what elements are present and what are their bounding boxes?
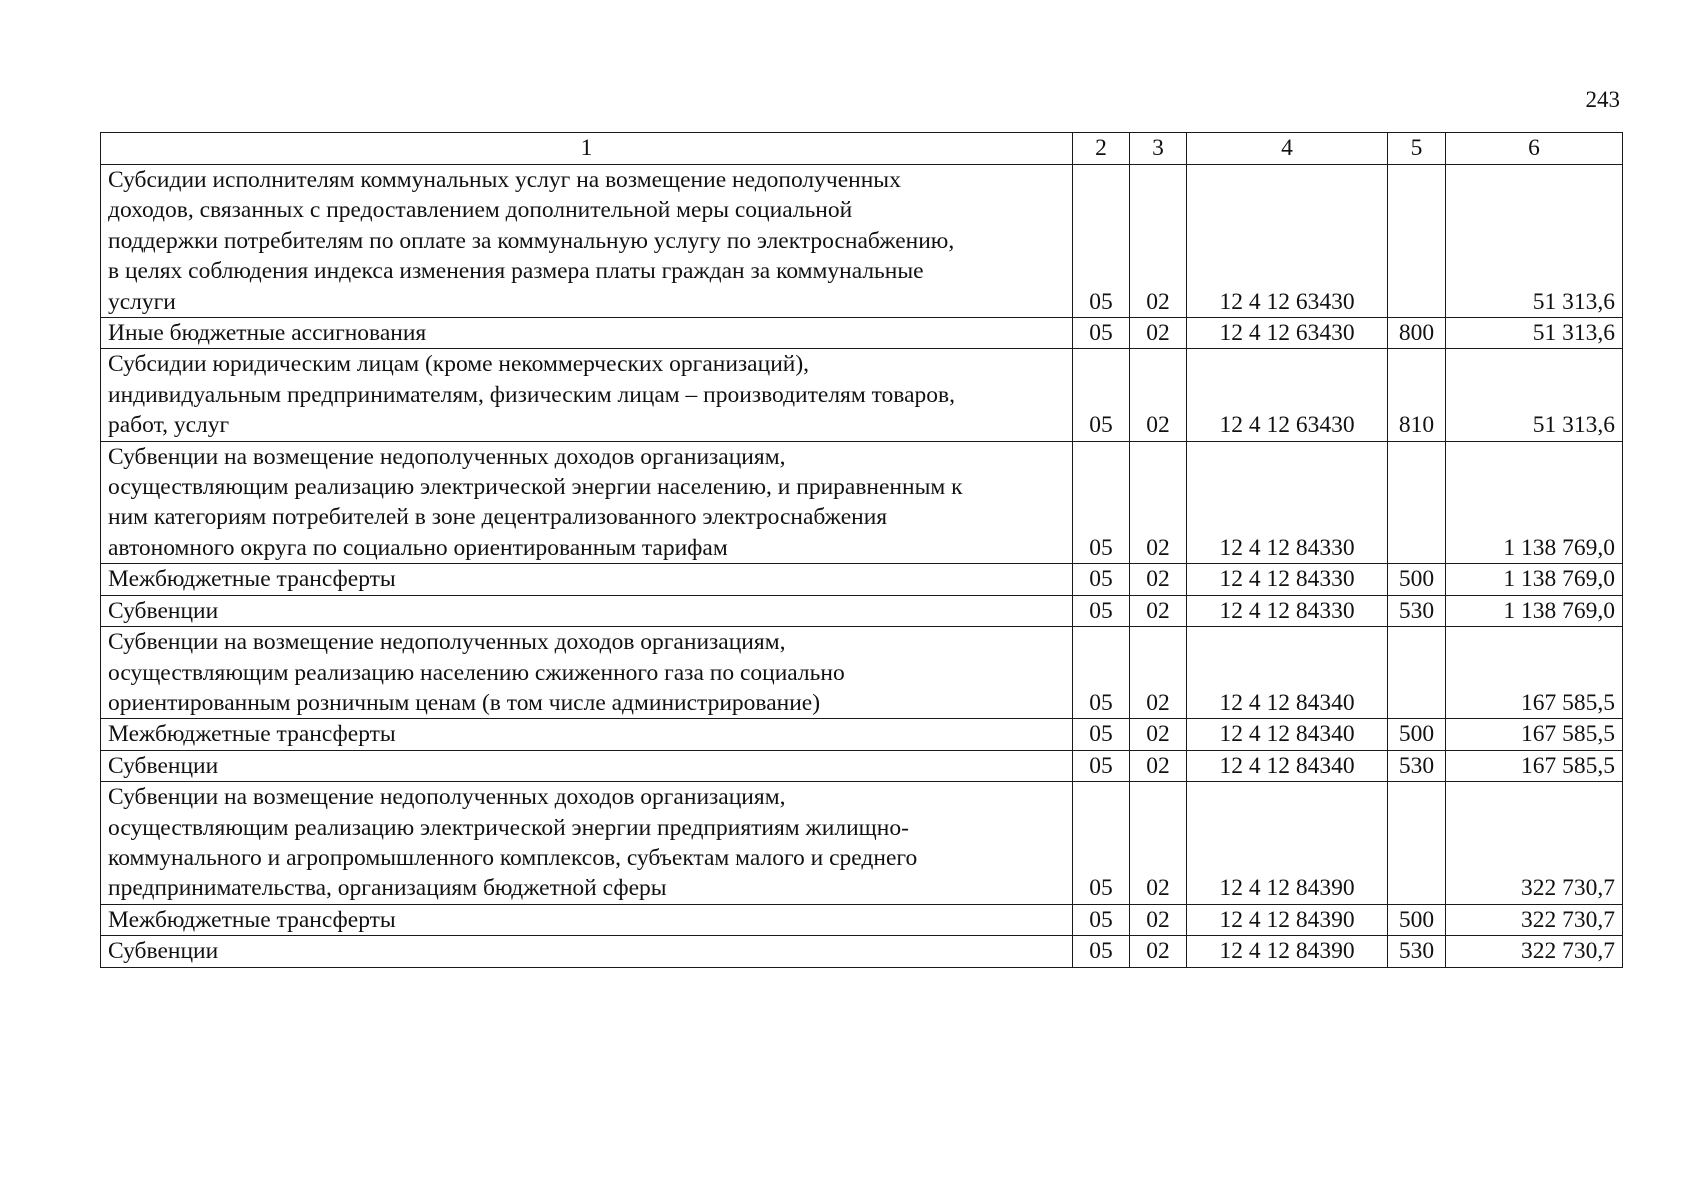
row-name-line: работ, услуг bbox=[108, 412, 230, 439]
row-name-line: Субвенции на возмещение недополученных доходов организациям, bbox=[108, 443, 786, 470]
row-amount-cell: 51 313,6 bbox=[1446, 318, 1623, 349]
row-subsection-cell: 02 bbox=[1130, 318, 1187, 349]
row-name-cell bbox=[101, 750, 1073, 781]
row-section-cell: 05 bbox=[1073, 904, 1130, 935]
row-subsection-cell: 02 bbox=[1130, 719, 1187, 750]
row-section-cell: 05 bbox=[1073, 318, 1130, 349]
row-name-line: ориентированным розничным ценам (в том числе администрирование) bbox=[108, 689, 821, 716]
row-section-cell: 05 bbox=[1073, 750, 1130, 781]
row-amount-cell: 322 730,7 bbox=[1446, 904, 1623, 935]
row-section-cell: 05 bbox=[1073, 349, 1130, 441]
row-name-line: в целях соблюдения индекса изменения размера платы граждан за коммунальные bbox=[108, 258, 924, 285]
row-subsection-cell: 02 bbox=[1130, 936, 1187, 967]
row-expense-type-cell: 500 bbox=[1388, 719, 1446, 750]
row-name-line: Субвенции на возмещение недополученных доходов организациям, bbox=[108, 629, 786, 656]
row-amount-cell: 51 313,6 bbox=[1446, 349, 1623, 441]
header-col-6: 6 bbox=[1446, 133, 1623, 165]
row-target-article-cell: 12 4 12 84340 bbox=[1187, 627, 1388, 719]
table-row bbox=[101, 165, 1623, 318]
row-expense-type-cell: 500 bbox=[1388, 564, 1446, 595]
row-expense-type-cell: 530 bbox=[1388, 936, 1446, 967]
row-amount-cell: 322 730,7 bbox=[1446, 936, 1623, 967]
row-expense-type-cell bbox=[1388, 782, 1446, 905]
page-number: 243 bbox=[1585, 87, 1620, 112]
header-col-1: 1 bbox=[101, 133, 1073, 165]
row-subsection-cell: 02 bbox=[1130, 349, 1187, 441]
row-amount-cell: 1 138 769,0 bbox=[1446, 564, 1623, 595]
table-row bbox=[101, 782, 1623, 905]
row-name-line: ним категориям потребителей в зоне децентрализованного электроснабжения bbox=[108, 504, 888, 531]
table-row bbox=[101, 441, 1623, 564]
row-target-article-cell: 12 4 12 63430 bbox=[1187, 349, 1388, 441]
row-name-line: осуществляющим реализацию населению сжиженного газа по социально bbox=[108, 659, 845, 686]
row-name-line: Субвенции bbox=[108, 597, 219, 624]
row-name-cell bbox=[101, 165, 1073, 318]
row-amount-cell: 51 313,6 bbox=[1446, 165, 1623, 318]
row-name-line: доходов, связанных с предоставлением дополнительной меры социальной bbox=[108, 197, 853, 224]
row-target-article-cell: 12 4 12 84330 bbox=[1187, 595, 1388, 626]
row-name-line: услуги bbox=[108, 288, 176, 315]
header-col-3: 3 bbox=[1130, 133, 1187, 165]
row-name-cell bbox=[101, 719, 1073, 750]
row-subsection-cell: 02 bbox=[1130, 904, 1187, 935]
row-target-article-cell: 12 4 12 84340 bbox=[1187, 719, 1388, 750]
row-amount-cell: 167 585,5 bbox=[1446, 627, 1623, 719]
table-header bbox=[101, 133, 1623, 165]
row-target-article-cell: 12 4 12 84390 bbox=[1187, 904, 1388, 935]
row-target-article-cell: 12 4 12 84340 bbox=[1187, 750, 1388, 781]
row-expense-type-cell: 500 bbox=[1388, 904, 1446, 935]
row-subsection-cell: 02 bbox=[1130, 165, 1187, 318]
row-name-line: осуществляющим реализацию электрической энергии населению, и приравненным к bbox=[108, 474, 963, 501]
budget-table bbox=[100, 132, 1623, 968]
header-col-4: 4 bbox=[1187, 133, 1388, 165]
row-name-line: Межбюджетные трансферты bbox=[108, 906, 396, 933]
row-name-cell bbox=[101, 595, 1073, 626]
row-name-cell bbox=[101, 564, 1073, 595]
row-name-line: индивидуальным предпринимателям, физическим лицам – производителям товаров, bbox=[108, 381, 955, 408]
row-name-line: Субвенции bbox=[108, 938, 219, 965]
row-section-cell: 05 bbox=[1073, 441, 1130, 564]
row-name-cell bbox=[101, 349, 1073, 441]
row-target-article-cell: 12 4 12 63430 bbox=[1187, 318, 1388, 349]
row-name-line: Субвенции на возмещение недополученных доходов организациям, bbox=[108, 784, 786, 811]
row-subsection-cell: 02 bbox=[1130, 750, 1187, 781]
row-name-cell bbox=[101, 936, 1073, 967]
row-name-cell bbox=[101, 441, 1073, 564]
row-name-line: автономного округа по социально ориентированным тарифам bbox=[108, 534, 728, 561]
row-amount-cell: 1 138 769,0 bbox=[1446, 595, 1623, 626]
table-row bbox=[101, 936, 1623, 967]
row-target-article-cell: 12 4 12 84330 bbox=[1187, 441, 1388, 564]
row-amount-cell: 167 585,5 bbox=[1446, 719, 1623, 750]
row-target-article-cell: 12 4 12 84390 bbox=[1187, 782, 1388, 905]
row-name-cell bbox=[101, 782, 1073, 905]
table-row bbox=[101, 904, 1623, 935]
row-name-line: поддержки потребителям по оплате за коммунальную услугу по электроснабжению, bbox=[108, 227, 955, 254]
row-expense-type-cell: 800 bbox=[1388, 318, 1446, 349]
row-name-line: осуществляющим реализацию электрической энергии предприятиям жилищно- bbox=[108, 814, 909, 841]
row-expense-type-cell: 530 bbox=[1388, 750, 1446, 781]
row-section-cell: 05 bbox=[1073, 936, 1130, 967]
row-name-line: Иные бюджетные ассигнования bbox=[108, 320, 427, 347]
row-section-cell: 05 bbox=[1073, 719, 1130, 750]
row-section-cell: 05 bbox=[1073, 627, 1130, 719]
row-name-cell bbox=[101, 904, 1073, 935]
row-target-article-cell: 12 4 12 84390 bbox=[1187, 936, 1388, 967]
row-name-cell bbox=[101, 627, 1073, 719]
row-name-cell bbox=[101, 318, 1073, 349]
header-row bbox=[101, 133, 1623, 165]
table-row bbox=[101, 595, 1623, 626]
header-col-2: 2 bbox=[1073, 133, 1130, 165]
row-section-cell: 05 bbox=[1073, 782, 1130, 905]
row-expense-type-cell: 530 bbox=[1388, 595, 1446, 626]
row-name-line: Субсидии исполнителям коммунальных услуг на возмещение недополученных bbox=[108, 167, 901, 193]
row-name-line: Межбюджетные трансферты bbox=[108, 566, 396, 593]
row-expense-type-cell bbox=[1388, 165, 1446, 318]
table-row bbox=[101, 719, 1623, 750]
row-expense-type-cell bbox=[1388, 441, 1446, 564]
row-amount-cell: 1 138 769,0 bbox=[1446, 441, 1623, 564]
row-name-line: Субсидии юридическим лицам (кроме некоммерческих организаций), bbox=[108, 351, 810, 378]
row-target-article-cell: 12 4 12 63430 bbox=[1187, 165, 1388, 318]
row-name-line: предпринимательства, организациям бюджетной сферы bbox=[108, 875, 667, 902]
table-body bbox=[101, 165, 1623, 968]
row-subsection-cell: 02 bbox=[1130, 441, 1187, 564]
table-row bbox=[101, 750, 1623, 781]
table-row bbox=[101, 318, 1623, 349]
row-subsection-cell: 02 bbox=[1130, 627, 1187, 719]
row-name-line: коммунального и агропромышленного комплексов, субъектам малого и среднего bbox=[108, 844, 918, 871]
row-amount-cell: 322 730,7 bbox=[1446, 782, 1623, 905]
row-subsection-cell: 02 bbox=[1130, 782, 1187, 905]
row-subsection-cell: 02 bbox=[1130, 595, 1187, 626]
row-name-line: Субвенции bbox=[108, 752, 219, 779]
row-target-article-cell: 12 4 12 84330 bbox=[1187, 564, 1388, 595]
row-expense-type-cell: 810 bbox=[1388, 349, 1446, 441]
table-row bbox=[101, 627, 1623, 719]
row-section-cell: 05 bbox=[1073, 564, 1130, 595]
header-col-5: 5 bbox=[1388, 133, 1446, 165]
row-subsection-cell: 02 bbox=[1130, 564, 1187, 595]
row-section-cell: 05 bbox=[1073, 595, 1130, 626]
row-expense-type-cell bbox=[1388, 627, 1446, 719]
table-row bbox=[101, 564, 1623, 595]
table-row bbox=[101, 349, 1623, 441]
row-name-line: Межбюджетные трансферты bbox=[108, 721, 396, 748]
row-amount-cell: 167 585,5 bbox=[1446, 750, 1623, 781]
row-section-cell: 05 bbox=[1073, 165, 1130, 318]
